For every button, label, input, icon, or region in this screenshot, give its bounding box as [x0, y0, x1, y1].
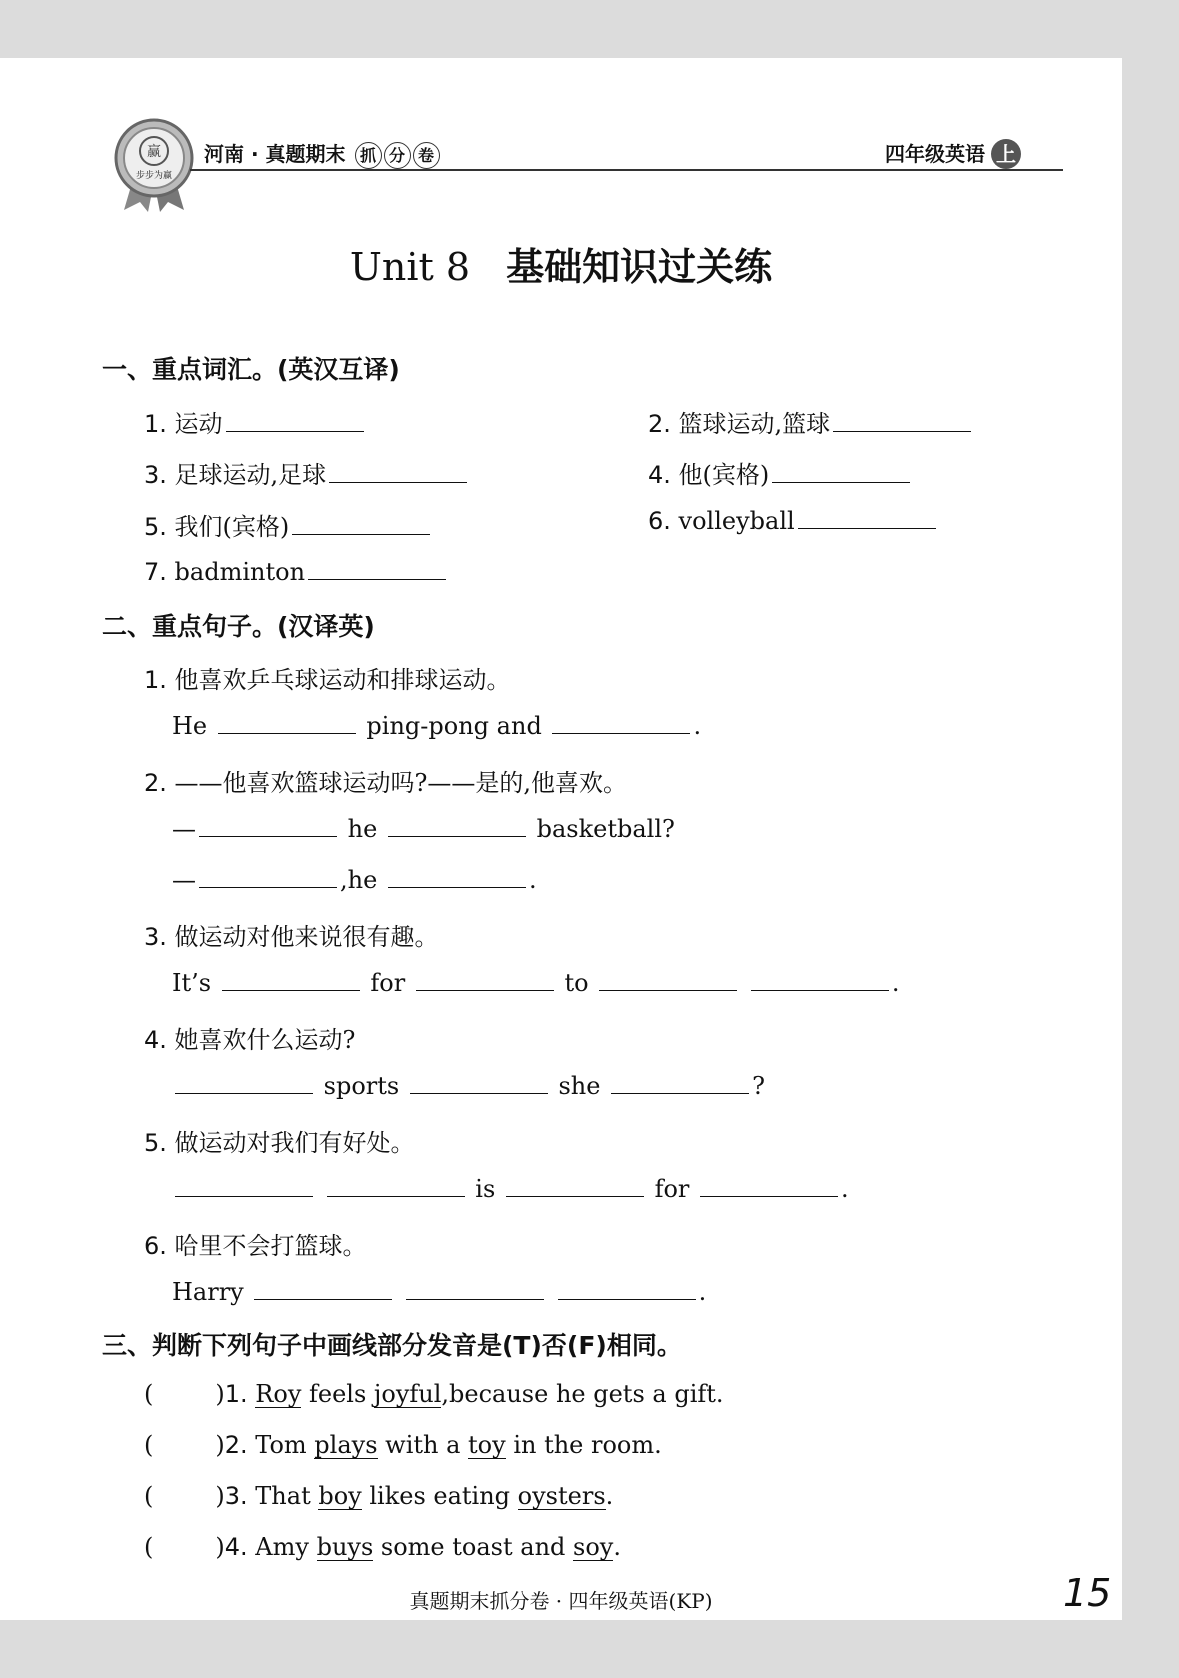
header-right-text: 四年级英语 [885, 142, 985, 166]
answer-blank[interactable] [772, 462, 910, 483]
answer-blank[interactable] [700, 1176, 838, 1197]
header-rule [190, 169, 1063, 171]
vocab-item: 1. 运动 [144, 404, 367, 439]
sentence-answer: sports she ? [172, 1072, 765, 1100]
answer-blank[interactable] [226, 411, 364, 432]
grade-badge: 上 [991, 139, 1021, 169]
section1-heading: 一、重点词汇。(英汉互译) [102, 355, 400, 384]
answer-blank[interactable] [798, 508, 936, 529]
vocab-item: 2. 篮球运动,篮球 [648, 404, 974, 439]
answer-blank[interactable] [222, 970, 360, 991]
circled-char: 抓 [355, 142, 382, 169]
answer-blank[interactable] [611, 1073, 749, 1094]
sentence-answer: He ping-pong and . [172, 712, 702, 740]
answer-blank[interactable] [406, 1279, 544, 1300]
answer-blank[interactable] [199, 867, 337, 888]
medal-logo-icon [112, 116, 196, 212]
answer-blank[interactable] [254, 1279, 392, 1300]
sentence-answer: — he basketball? [172, 815, 675, 843]
header-left-text: 河南 · 真题期末 [204, 142, 346, 166]
circled-char: 卷 [413, 142, 440, 169]
judge-item: ( )3. That boy likes eating oysters. [144, 1482, 614, 1510]
answer-blank[interactable] [199, 816, 337, 837]
section2-heading: 二、重点句子。(汉译英) [102, 612, 375, 641]
vocab-item: 7. badminton [144, 558, 449, 586]
answer-blank[interactable] [552, 713, 690, 734]
footer-text: 真题期末抓分卷 · 四年级英语(KP) [409, 1589, 713, 1613]
title-unit: Unit 8 [349, 245, 471, 289]
sentence-answer: — ,he . [172, 866, 537, 894]
answer-blank[interactable] [218, 713, 356, 734]
sentence-prompt: 4. 她喜欢什么运动? [144, 1026, 356, 1054]
answer-blank[interactable] [308, 559, 446, 580]
answer-blank[interactable] [599, 970, 737, 991]
answer-blank[interactable] [388, 867, 526, 888]
judge-item: ( )1. Roy feels joyful,because he gets a gift. [144, 1380, 724, 1408]
answer-blank[interactable] [833, 411, 971, 432]
answer-blank[interactable] [410, 1073, 548, 1094]
vocab-item: 5. 我们(宾格) [144, 507, 433, 542]
answer-blank[interactable] [292, 514, 430, 535]
sentence-prompt: 2. ——他喜欢篮球运动吗?——是的,他喜欢。 [144, 769, 628, 797]
answer-blank[interactable] [175, 1176, 313, 1197]
sentence-prompt: 1. 他喜欢乒乓球运动和排球运动。 [144, 666, 511, 694]
sentence-prompt: 5. 做运动对我们有好处。 [144, 1129, 415, 1157]
answer-blank[interactable] [329, 462, 467, 483]
answer-blank[interactable] [175, 1073, 313, 1094]
vocab-item: 6. volleyball [648, 507, 939, 535]
answer-blank[interactable] [558, 1279, 696, 1300]
answer-blank[interactable] [506, 1176, 644, 1197]
sentence-prompt: 6. 哈里不会打篮球。 [144, 1232, 367, 1260]
sentence-prompt: 3. 做运动对他来说很有趣。 [144, 923, 439, 951]
section3-heading: 三、判断下列句子中画线部分发音是(T)否(F)相同。 [102, 1331, 682, 1360]
sentence-answer: Harry . [172, 1278, 707, 1306]
judge-item: ( )4. Amy buys some toast and soy. [144, 1533, 621, 1561]
circled-char: 分 [384, 142, 411, 169]
page-number: 15 [1063, 1571, 1112, 1615]
answer-blank[interactable] [388, 816, 526, 837]
sentence-answer: is for . [172, 1175, 849, 1203]
sentence-answer: It’s for to . [172, 969, 900, 997]
page-title [0, 236, 1122, 291]
header-left [204, 138, 440, 169]
title-cn: 基础知识过关练 [506, 245, 773, 289]
header-right [885, 138, 1021, 169]
vocab-item: 3. 足球运动,足球 [144, 455, 470, 490]
answer-blank[interactable] [751, 970, 889, 991]
logo-text: 步步为赢 [135, 171, 173, 181]
answer-blank[interactable] [416, 970, 554, 991]
vocab-item: 4. 他(宾格) [648, 455, 913, 490]
svg-text:赢: 赢 [147, 144, 161, 160]
answer-blank[interactable] [327, 1176, 465, 1197]
judge-item: ( )2. Tom plays with a toy in the room. [144, 1431, 662, 1459]
